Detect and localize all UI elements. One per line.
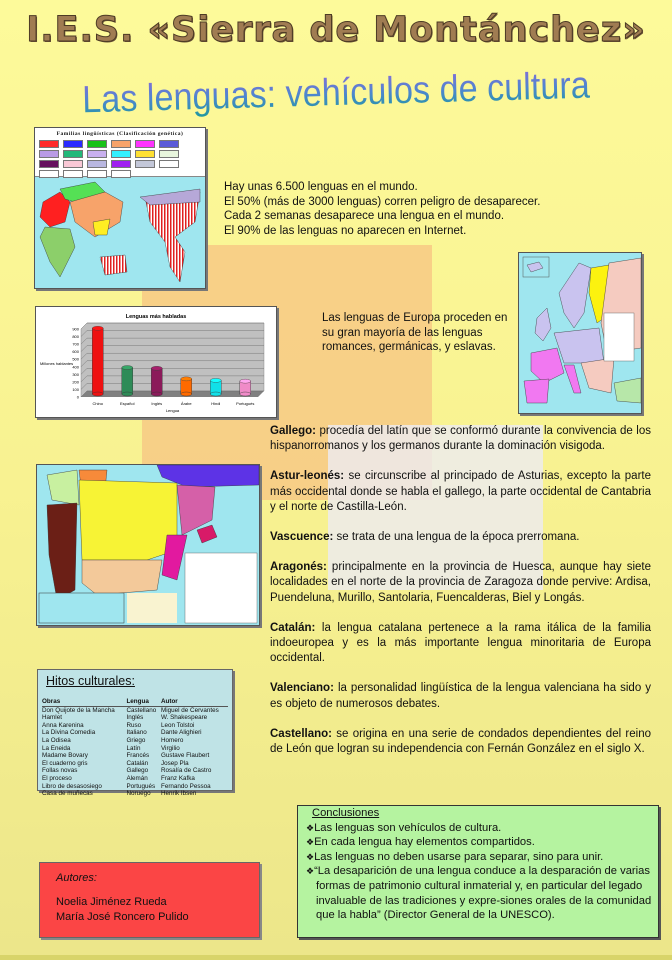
y-axis-label: Millones hablantes (40, 361, 74, 366)
x-tick-label: Portugués (236, 401, 255, 406)
chart-title: Lenguas más habladas (125, 314, 187, 320)
language-family-chips (35, 137, 205, 181)
bar-bottom (181, 392, 192, 396)
cultural-milestones-box (37, 669, 233, 798)
language-family-chip (39, 160, 59, 168)
language-family-chip (135, 140, 155, 148)
europe-map-drawing (519, 253, 641, 413)
facts-list (224, 180, 594, 238)
conclusion-item: ❖ Las lenguas no deben usarse para separar, sino para unir. (306, 850, 654, 865)
language-text: principalmente en la provincia de Huesca, aunque hay siete localidades en el norte de la provincia de Zaragoza donde pervive: Ardisa, Puendeluna, Murillo, Santolaria, Fuencalderas, Biel y Longás. (270, 561, 651, 604)
language-family-chip (111, 150, 131, 158)
language-text: procedía del latín que se conformó durante la convivencia de los hispanorromanos y los germanos durante la dominación visigoda. (270, 425, 651, 453)
language-family-chip (39, 150, 59, 158)
language-paragraph (270, 424, 651, 454)
x-tick-label: Español (120, 401, 135, 406)
milestone-work: Madame Bovary (42, 752, 88, 760)
balkans-region (581, 358, 614, 393)
milestone-language: Griego (126, 736, 146, 744)
language-paragraph (270, 530, 651, 545)
milestone-author: Rosalía de Castro (160, 767, 212, 775)
milestone-row (42, 767, 228, 775)
language-paragraph (270, 621, 651, 667)
conclusion-item: ❖ Las lenguas son vehículos de cultura. (306, 821, 654, 836)
turkey-region (614, 378, 641, 403)
language-paragraph (270, 469, 651, 515)
portugal-region (47, 503, 77, 600)
milestone-row (42, 760, 228, 768)
chart-floor (81, 391, 264, 397)
language-descriptions (270, 424, 651, 772)
authors-label: Autores: (56, 872, 97, 884)
chart-back-wall (81, 323, 264, 397)
bar-bottom (92, 392, 103, 396)
y-tick-label: 600 (72, 349, 79, 355)
italy-region (564, 365, 581, 393)
x-axis-label: Lengua (165, 408, 180, 413)
milestone-author: Miguel de Cervantes (160, 706, 219, 714)
milestone-work: Don Quijote de la Mancha (42, 706, 115, 714)
language-name: Vascuence: (270, 531, 334, 544)
fact-line: Hay unas 6.500 lenguas en el mundo. (224, 181, 418, 193)
milestone-work: La Odisea (42, 736, 71, 744)
y-tick-label: 500 (72, 356, 79, 362)
milestone-author: W. Shakespeare (160, 714, 208, 722)
x-tick-label: Chino (92, 401, 103, 406)
milestone-row (42, 745, 228, 753)
speakers-bar-chart (35, 306, 277, 418)
bar-bottom (122, 392, 133, 396)
column-header: Obras (42, 698, 126, 706)
language-family-chip (135, 160, 155, 168)
milestone-work: La Divina Comedia (42, 729, 96, 737)
milestone-row (42, 722, 228, 730)
milestone-language: Catalán (126, 759, 149, 767)
spain-language-map (36, 464, 260, 626)
language-paragraph (270, 727, 651, 757)
language-family-chip (159, 150, 179, 158)
milestone-language: Gallego (126, 767, 149, 775)
bar-top (240, 379, 251, 383)
map-legend-header (35, 128, 205, 177)
spain-map-drawing (37, 465, 259, 625)
castilla-region (79, 480, 177, 560)
x-tick-label: Hindi (211, 401, 221, 406)
cultural-milestones-title: Hitos culturales: (46, 674, 135, 688)
bar-bottom (210, 392, 221, 396)
y-tick-label: 800 (72, 334, 79, 340)
language-name: Catalán: (270, 621, 316, 634)
y-tick-label: 300 (72, 371, 79, 377)
milestone-language: Noruego (126, 790, 151, 798)
iberia-region (524, 379, 549, 403)
americas-region (145, 192, 200, 282)
language-text: la lengua catalana pertenece a la rama itálica de la familia indoeuropea y es la más importante lengua minoritaria de Europa occidental. (270, 621, 651, 665)
bar-bottom (240, 392, 251, 396)
milestone-work: Libro de desasosiego (42, 782, 102, 790)
cultural-milestones-table (42, 698, 228, 798)
y-tick-label: 400 (72, 364, 79, 370)
language-paragraph (270, 681, 651, 711)
central-europe-region (554, 328, 604, 363)
milestone-work: Anna Karenina (42, 721, 84, 729)
andalucia-region (82, 560, 162, 595)
language-family-chip (39, 140, 59, 148)
spain-map-legend (185, 553, 257, 623)
bar-top (151, 366, 162, 370)
school-title: I.E.S. «Sierra de Montánchez» (26, 10, 646, 50)
australia-region (100, 255, 127, 275)
milestone-author: Franz Kafka (160, 774, 195, 782)
milestone-language: Italiano (126, 729, 147, 737)
language-family-chip (159, 140, 179, 148)
conclusions-title: Conclusiones (312, 807, 380, 819)
language-family-chip (87, 140, 107, 148)
column-header: Lengua (126, 698, 161, 706)
milestone-author: Virgilio (160, 744, 180, 752)
conclusions-list (302, 821, 654, 923)
milestone-language: Castellano (126, 706, 157, 714)
language-name: Valenciano: (270, 682, 334, 695)
bar (151, 368, 162, 394)
y-tick-label: 700 (72, 341, 79, 347)
europe-languages-text: Las lenguas de Europa proceden en su gran mayoría de las lenguas romances, germánicas, y eslavas. (322, 312, 508, 353)
conclusion-item: ❖ “La desaparición de una lengua conduce a la desparación de varias formas de patrimonio cultural inmaterial y, en particular del legado invaluable de las tradiciones y expre-siones orales de la comunidad que la habla” (Director General de la UNESCO). (306, 864, 654, 922)
poster-subtitle: Las lenguas: vehículos de cultura (33, 63, 639, 124)
world-language-map (34, 127, 206, 289)
world-map-drawing (35, 177, 205, 289)
language-family-chip (159, 160, 179, 168)
language-name: Castellano: (270, 727, 332, 740)
column-header: Autor (161, 698, 228, 706)
bottom-strip (0, 955, 672, 960)
milestone-row (42, 737, 228, 745)
milestone-work: Casa de muñecas (42, 790, 93, 798)
france-region (531, 348, 564, 383)
milestone-work: El cuaderno gris (42, 759, 88, 767)
milestone-author: Leon Tolstoi (160, 721, 195, 729)
canada-region (140, 189, 200, 205)
conclusion-item: ❖ En cada lengua hay elementos compartidos. (306, 835, 654, 850)
bar (122, 368, 133, 394)
milestone-language: Inglés (126, 714, 144, 722)
milestone-author: Josep Pla (160, 759, 189, 767)
y-tick-label: 0 (76, 394, 79, 400)
milestone-language: Alemán (126, 774, 148, 782)
milestone-author: Henrik Ibsen (160, 790, 197, 798)
language-family-chip (111, 140, 131, 148)
author-name: Noelia Jiménez Rueda (56, 896, 167, 908)
milestone-work: Follas novas (42, 767, 78, 775)
fact-line: El 50% (más de 3000 lenguas) corren peligro de desaparecer. (224, 195, 541, 208)
milestone-language: Latín (126, 744, 141, 752)
bar (92, 328, 103, 394)
milestone-author: Dante Alighieri (160, 729, 202, 737)
bar-top (210, 378, 221, 382)
bar (181, 379, 192, 394)
x-tick-label: Inglés (151, 401, 163, 406)
language-name: Astur-leonés: (270, 470, 345, 483)
milestone-row (42, 729, 228, 737)
fact-line: El 90% de las lenguas no aparecen en Internet. (224, 224, 467, 237)
balearic-region (197, 525, 217, 543)
language-family-chip (135, 150, 155, 158)
africa-region (127, 593, 177, 623)
bar-top (122, 366, 133, 370)
europe-map-legend (604, 313, 634, 361)
milestone-row (42, 752, 228, 760)
language-family-chip (63, 160, 83, 168)
milestone-language: Francés (126, 752, 150, 760)
africa-region (40, 227, 75, 277)
milestone-row (42, 714, 228, 722)
map-legend-title: Familias lingüísticas (Clasificación genética) (56, 131, 184, 137)
milestone-row (42, 783, 228, 791)
bar-bottom (151, 392, 162, 396)
milestone-row (42, 706, 228, 714)
y-tick-label: 900 (72, 326, 79, 332)
galicia-region (47, 470, 79, 505)
language-family-chip (63, 140, 83, 148)
language-family-chip (87, 150, 107, 158)
milestone-language: Ruso (126, 721, 142, 729)
milestone-language: Portugués (126, 782, 156, 790)
language-text: se trata de una lengua de la época prerromana. (333, 531, 580, 544)
milestone-author: Homero (160, 736, 184, 744)
bar-top (92, 326, 103, 330)
milestone-author: Fernando Pessoa (160, 782, 211, 790)
language-family-chip (87, 160, 107, 168)
authors-box (39, 862, 260, 938)
language-paragraph (270, 560, 651, 606)
language-text: la personalidad lingüística de la lengua valenciana ha sido y es objeto de numerosos debates. (270, 682, 651, 710)
britain-region (535, 308, 551, 341)
fact-line: Cada 2 semanas desaparece una lengua en el mundo. (224, 210, 505, 222)
language-family-chip (111, 160, 131, 168)
canary-islands-inset (39, 593, 124, 623)
europe-language-map (518, 252, 642, 414)
milestone-work: El proceso (42, 774, 72, 782)
language-text: se origina en una serie de condados dependientes del reino de León que logran su independencia con Fernán González en el siglo X. (270, 727, 651, 756)
milestone-row (42, 775, 228, 783)
scandinavia-region (559, 263, 591, 328)
conclusions-box (297, 805, 659, 938)
milestone-work: Hamlet (42, 714, 62, 722)
bar-top (181, 377, 192, 381)
milestone-work: La Eneida (42, 744, 71, 752)
language-name: Gallego: (270, 425, 317, 437)
y-tick-label: 200 (72, 379, 79, 385)
author-name: María José Roncero Pulido (56, 911, 189, 923)
language-name: Aragonés: (270, 561, 327, 574)
milestone-row (42, 790, 228, 798)
language-family-chip (63, 150, 83, 158)
x-tick-label: Árabe (180, 401, 192, 406)
chart-svg (36, 307, 276, 417)
language-text: se circunscribe al principado de Asturias, excepto la parte más occidental donde se habla el gallego, la parte occidental de Cantabria y el norte de Castilla-León. (270, 470, 651, 513)
y-tick-label: 100 (72, 386, 79, 392)
china-region (93, 219, 110, 235)
milestone-author: Gustave Flaubert (160, 752, 210, 760)
